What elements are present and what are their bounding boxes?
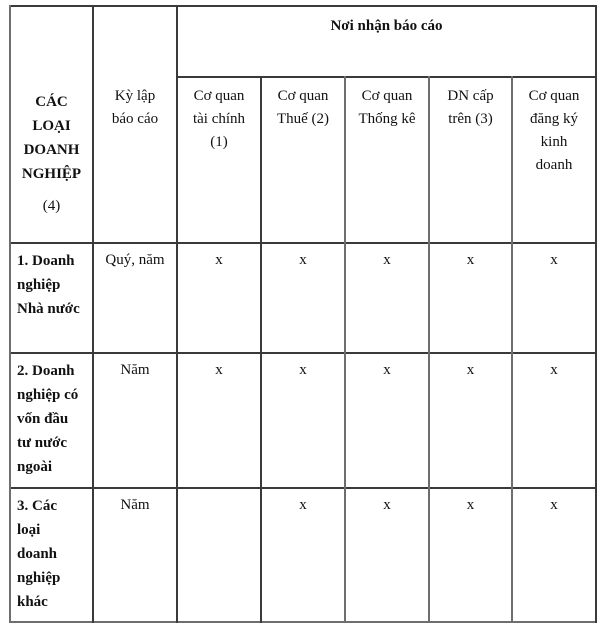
row-period: Năm [120,362,150,378]
row-label-line: nghiệp [17,277,61,293]
header-finance-agency [177,77,261,242]
header-reporting-period [93,77,177,242]
row-label [10,243,93,352]
row-label-line: khác [17,594,48,610]
row-label-line: nghiệp [17,570,61,586]
header-text-line: Kỳ lập [114,88,156,104]
header-note: (4) [42,198,61,214]
header-text-line: báo cáo [111,111,159,127]
header-text-line: (1) [210,134,228,150]
mark-finance: x [215,252,223,268]
row-period: Năm [120,497,150,513]
header-parent-enterprise [429,77,512,242]
row-label-line: tư nước [17,435,68,451]
mark-statistics: x [383,497,391,513]
mark-tax: x [299,497,307,513]
row-label-line: 2. Doanh [17,363,75,379]
header-text-line: Cơ quan [193,88,245,104]
header-text-line: kinh [540,134,568,150]
row-label-line: Nhà nước [17,301,80,317]
header-text-line: đăng ký [530,111,578,127]
header-text-line: trên (3) [448,111,493,127]
header-text-line: DOANH [23,142,80,158]
header-tax-agency [261,77,345,242]
mark-parent-enterprise: x [466,362,475,378]
row-label-line: nghiệp có [17,387,79,403]
mark-parent-enterprise: x [466,497,475,513]
row-period: Quý, năm [105,252,165,268]
header-text-line: CÁC [35,94,68,110]
header-text-line: tài chính [192,111,246,127]
mark-tax: x [299,362,307,378]
header-enterprise-type [10,77,93,242]
header-text-line: Thuế (2) [276,111,330,127]
mark-business-registration: x [550,252,558,268]
mark-statistics: x [383,362,391,378]
group-header-label: Nơi nhận báo cáo [330,18,443,34]
mark-statistics: x [383,252,391,268]
mark-business-registration: x [550,497,558,513]
header-text-line: Cơ quan [277,88,329,104]
header-text-line: Cơ quan [361,88,413,104]
row-label-line: loại [17,522,41,538]
header-text-line: Cơ quan [528,88,580,104]
row-label-line: vốn đầu [17,411,69,427]
row-label-line: 1. Doanh [17,253,75,269]
row-label [10,488,93,622]
header-text-line: Thống kê [358,111,416,127]
row-label-line: ngoài [17,459,53,475]
header-text-line: LOẠI [32,118,71,134]
header-statistics-agency [345,77,429,242]
group-header-recipients [177,6,596,76]
row-label [10,353,93,487]
header-business-registration-agency [512,77,596,242]
header-text-line: DN cấp [447,88,494,104]
mark-business-registration: x [550,362,558,378]
header-text-line: NGHIỆP [21,166,82,182]
row-label-line: doanh [17,546,58,562]
header-text-line: doanh [535,157,573,173]
mark-parent-enterprise: x [466,252,475,268]
row-label-line: 3. Các [17,498,57,514]
mark-finance [177,488,261,622]
mark-tax: x [299,252,307,268]
mark-finance: x [215,362,223,378]
